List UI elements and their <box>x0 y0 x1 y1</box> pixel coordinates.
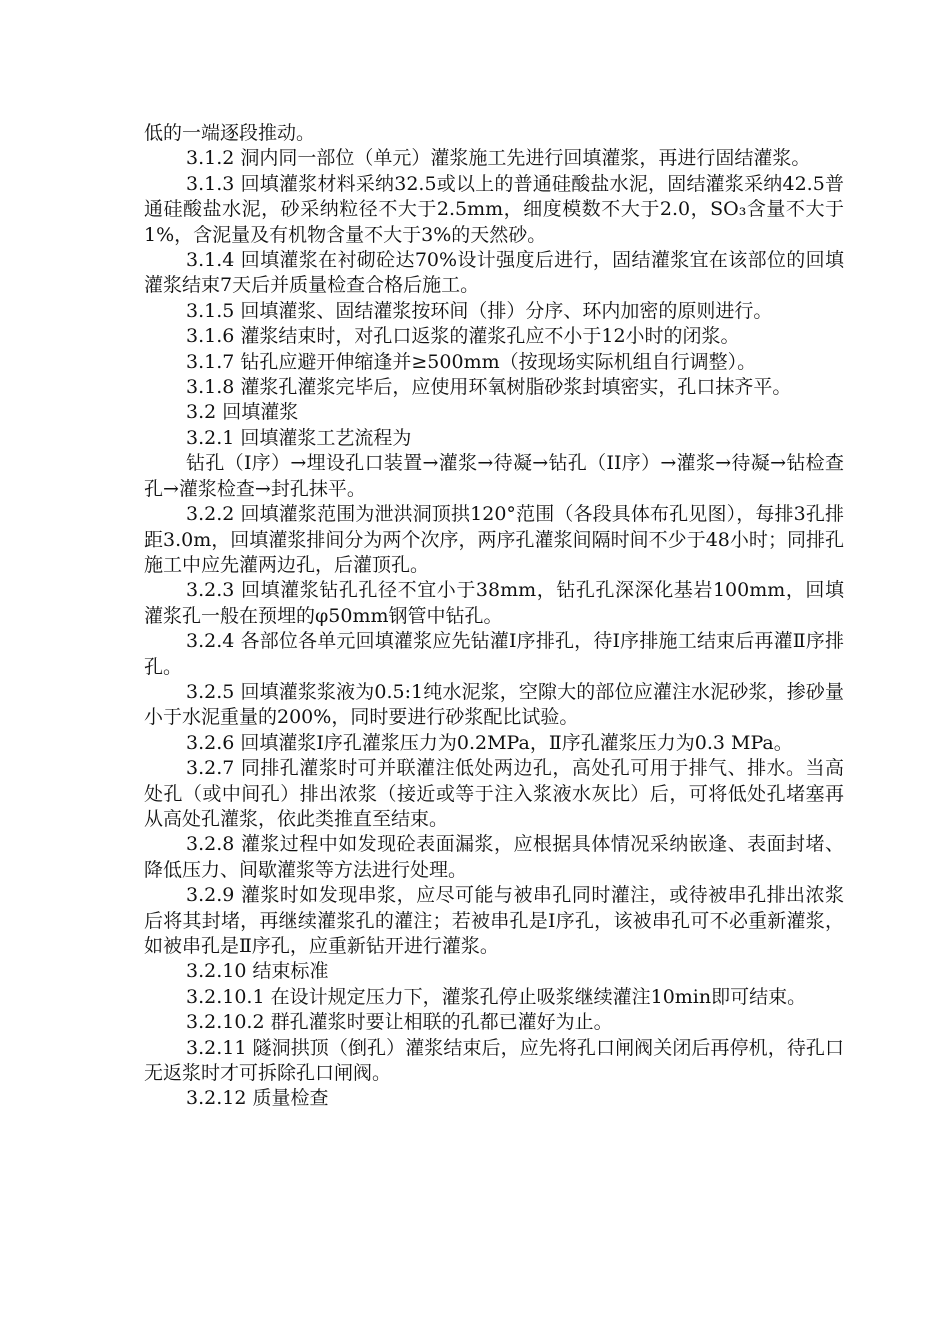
paragraph-3-1-8: 3.1.8 灌浆孔灌浆完毕后，应使用环氧树脂砂浆封填密实，孔口抹齐平。 <box>186 376 792 399</box>
paragraph-3-2-12: 3.2.12 质量检查 <box>186 1087 329 1110</box>
paragraph-3-1-2: 3.1.2 洞内同一部位（单元）灌浆施工先进行回填灌浆，再进行固结灌浆。 <box>186 147 811 170</box>
paragraph-3-2-1: 3.2.1 回填灌浆工艺流程为 <box>186 426 412 449</box>
paragraph-3-2-9: 3.2.9 灌浆时如发现串浆，应尽可能与被串孔同时灌注，或待被串孔排出浓浆后将其封堵，再继续灌浆孔的灌注；若被串孔是Ⅰ序孔，该被串孔可不必重新灌浆，如被串孔是Ⅱ序孔，应重新钻开进行灌浆。 <box>144 884 844 957</box>
paragraph-3-1-3: 3.1.3 回填灌浆材料采纳32.5或以上的普通硅酸盐水泥，固结灌浆采纳42.5普通硅酸盐水泥，砂采纳粒径不大于2.5mm，细度模数不大于2.0，SO₃含量不大于1%，含泥量及有机物含量不大于3%的天然砂。 <box>144 172 844 246</box>
paragraph-3-2-3: 3.2.3 回填灌浆钻孔孔径不宜小于38mm，钻孔孔深深化基岩100mm，回填灌浆孔一般在预埋的φ50mm钢管中钻孔。 <box>144 579 844 627</box>
paragraph-3-2-6: 3.2.6 回填灌浆Ⅰ序孔灌浆压力为0.2MPa，Ⅱ序孔灌浆压力为0.3 MPa。 <box>186 731 793 754</box>
paragraph-3-2-10: 3.2.10 结束标准 <box>186 960 329 983</box>
paragraph-3-2-10-2: 3.2.10.2 群孔灌浆时要让相联的孔都已灌好为止。 <box>186 1011 613 1034</box>
paragraph-3-1-6: 3.1.6 灌浆结束时，对孔口返浆的灌浆孔应不小于12小时的闭浆。 <box>186 325 740 348</box>
paragraph-3-2-10-1: 3.2.10.1 在设计规定压力下，灌浆孔停止吸浆继续灌注10min即可结束。 <box>186 985 807 1008</box>
process-flow: 钻孔（I序）→埋设孔口装置→灌浆→待凝→钻孔（II序）→灌浆→待凝→钻检查孔→灌浆检查→封孔抹平。 <box>144 452 844 500</box>
paragraph-3-2-5: 3.2.5 回填灌浆浆液为0.5:1纯水泥浆，空隙大的部位应灌注水泥砂浆，掺砂量小于水泥重量的200%，同时要进行砂浆配比试验。 <box>144 680 844 729</box>
paragraph-3-2-11: 3.2.11 隧洞拱顶（倒孔）灌浆结束后，应先将孔口闸阀关闭后再停机，待孔口无返浆时才可拆除孔口闸阀。 <box>144 1036 844 1085</box>
paragraph-continuation: 低的一端逐段推动。 <box>144 122 316 144</box>
paragraph-3-2-7: 3.2.7 同排孔灌浆时可并联灌注低处两边孔，高处孔可用于排气、排水。当高处孔（或中间孔）排出浓浆（接近或等于注入浆液水灰比）后，可将低处孔堵塞再从高处孔灌浆，依此类推直至结束。 <box>144 757 844 830</box>
paragraph-3-1-4: 3.1.4 回填灌浆在衬砌砼达70%设计强度后进行，固结灌浆宜在该部位的回填灌浆结束7天后并质量检查合格后施工。 <box>144 249 844 297</box>
section-heading-3-2: 3.2 回填灌浆 <box>186 401 299 424</box>
paragraph-3-1-7: 3.1.7 钻孔应避开伸缩逢并≥500mm（按现场实际机组自行调整）。 <box>186 350 757 373</box>
paragraph-3-2-2: 3.2.2 回填灌浆范围为泄洪洞顶拱120°范围（各段具体布孔见图），每排3孔排距3.0m，回填灌浆排间分为两个次序，两序孔灌浆间隔时间不少于48小时；同排孔施工中应先灌两边孔，后灌顶孔。 <box>144 503 844 576</box>
paragraph-3-1-5: 3.1.5 回填灌浆、固结灌浆按环间（排）分序、环内加密的原则进行。 <box>186 299 773 322</box>
paragraph-3-2-4: 3.2.4 各部位各单元回填灌浆应先钻灌Ⅰ序排孔，待Ⅰ序排施工结束后再灌Ⅱ序排孔。 <box>144 630 844 678</box>
paragraph-3-2-8: 3.2.8 灌浆过程中如发现砼表面漏浆，应根据具体情况采纳嵌逢、表面封堵、降低压力、间歇灌浆等方法进行处理。 <box>144 833 844 881</box>
document-body <box>144 121 844 1112</box>
